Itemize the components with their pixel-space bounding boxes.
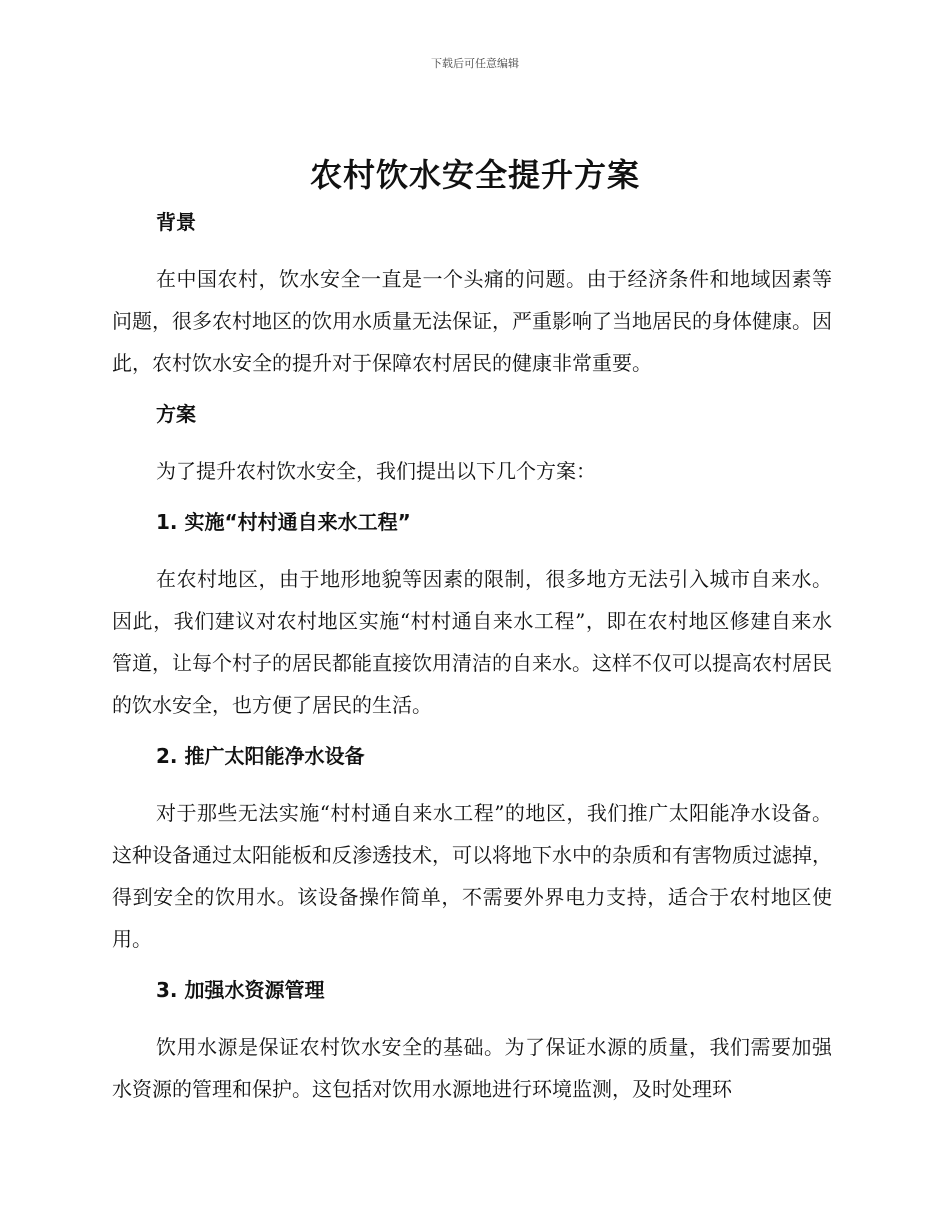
section-heading-background: 背景	[156, 210, 196, 234]
paragraph-item-3: 饮用水源是保证农村饮水安全的基础。为了保证水源的质量，我们需要加强水资源的管理和保护。这包括对饮用水源地进行环境监测，及时处理环	[112, 1035, 832, 1101]
document-title: 农村饮水安全提升方案	[309, 156, 640, 194]
section-heading-item-1: 1. 实施“村村通自来水工程”	[156, 510, 411, 534]
paragraph-item-2: 对于那些无法实施“村村通自来水工程”的地区，我们推广太阳能净水设备。这种设备通过太阳能板和反渗透技术，可以将地下水中的杂质和有害物质过滤掉，得到安全的饮用水。该设备操作简单，不需要外界电力支持，适合于农村地区使用。	[112, 801, 832, 951]
paragraph-background: 在中国农村，饮水安全一直是一个头痛的问题。由于经济条件和地域因素等问题，很多农村地区的饮用水质量无法保证，严重影响了当地居民的身体健康。因此，农村饮水安全的提升对于保障农村居民的健康非常重要。	[112, 267, 832, 375]
section-heading-item-3: 3. 加强水资源管理	[156, 978, 325, 1002]
header-note: 下载后可任意编辑	[431, 57, 519, 70]
paragraph-plan-intro: 为了提升农村饮水安全，我们提出以下几个方案：	[156, 459, 596, 483]
document-body	[112, 200, 832, 1126]
section-heading-plan: 方案	[156, 402, 196, 426]
section-heading-item-2: 2. 推广太阳能净水设备	[156, 744, 365, 768]
paragraph-item-1: 在农村地区，由于地形地貌等因素的限制，很多地方无法引入城市自来水。因此，我们建议对农村地区实施“村村通自来水工程”，即在农村地区修建自来水管道，让每个村子的居民都能直接饮用清洁的自来水。这样不仅可以提高农村居民的饮水安全，也方便了居民的生活。	[112, 567, 832, 717]
